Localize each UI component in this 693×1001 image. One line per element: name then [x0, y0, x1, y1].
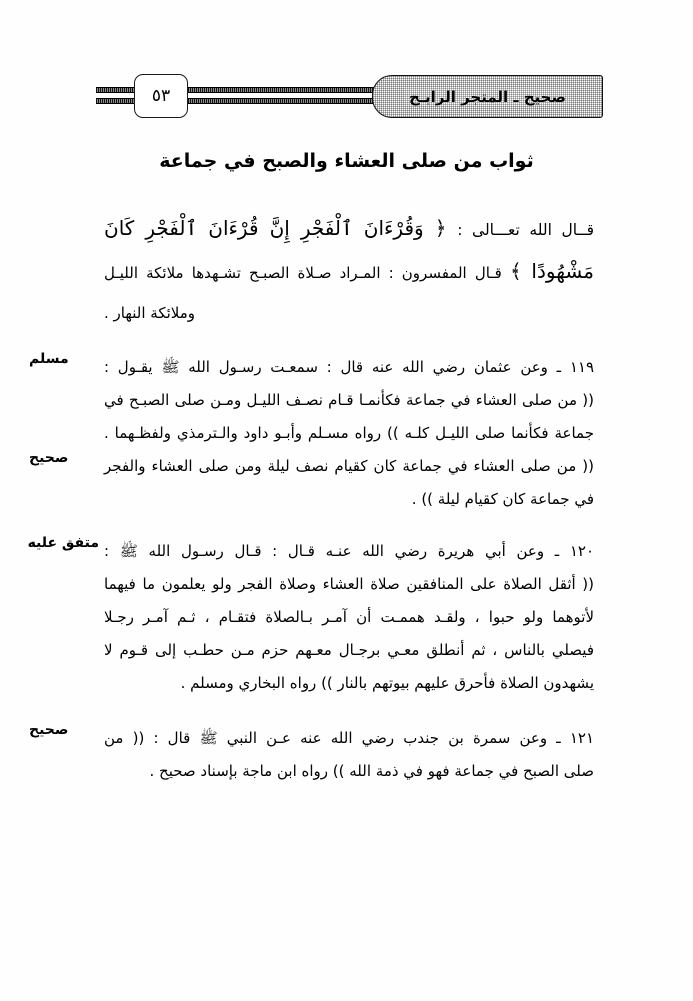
hadith-entry-119 — [29, 351, 594, 516]
hadith-line: ١١٩ ـ وعن عثمان رضي الله عنه قال : سمعـت رسـول الله ﷺ يقـول : — [104, 358, 594, 376]
hadith-grade-label-121: صحيح — [29, 722, 69, 738]
header-title: صحيح ـ المتجر الرابـح — [405, 88, 570, 106]
hadith-line: فيصلي بالناس ، ثم أنطلق معـي برجـال معـهم حزم مـن حطـب إلى قـوم لا — [104, 641, 594, 659]
quran-verse-block — [104, 208, 594, 251]
hadith-line: جماعة فكأنما صلى الليـل كلـه )) رواه مسـلم وأبـو داود والـترمذي ولفظـهما . — [104, 424, 594, 442]
hadith-line: يشهدون الصلاة فأحرق عليهم بيوتهم بالنار )) رواه البخاري ومسلم . — [180, 674, 594, 692]
tafsir-text-1: قـال المفسرون : المـراد صـلاة الصبـح تشـهدها ملائكة الليـل — [104, 264, 502, 282]
hadith-grade-label-119b: صحيح — [29, 450, 69, 466]
page-number-badge — [134, 74, 188, 118]
section-title: ثواب من صلى العشاء والصبح في جماعة — [159, 150, 534, 172]
hadith-line: (( أثقل الصلاة على المنافقين صلاة العشاء وصلاة الفجر ولو يعلمون ما فيهما — [104, 575, 594, 593]
hadith-grade-label-120: متفق عليه — [27, 535, 99, 551]
tafsir-line-2: وملائكة النهار . — [104, 304, 196, 322]
hadith-line: في جماعة كان كقيام ليلة )) . — [411, 490, 594, 508]
hadith-entry-121 — [29, 722, 594, 788]
verse-text-part2: مَشْهُودًا ﴾ — [509, 259, 594, 283]
hadith-line: ١٢١ ـ وعن سمرة بن جندب رضي الله عنه عـن النبي ﷺ قال : (( من — [104, 729, 594, 747]
verse-text-part1: ﴿ وَقُرْءَانَ ٱلْفَجْرِ إِنَّ قُرْءَانَ ٱلْفَجْرِ كَانَ — [104, 216, 447, 240]
hadith-line: ١٢٠ ـ وعن أبي هريرة رضي الله عنـه قـال : قـال رسـول الله ﷺ : — [104, 542, 594, 560]
hadith-entry-120 — [27, 535, 594, 700]
hadith-line: (( من صلى العشاء في جماعة كان كقيام نصف ليلة ومن صلى العشاء والفجر — [104, 457, 594, 475]
hadith-line: صلى الصبح في جماعة فهو في ذمة الله )) رواه ابن ماجة بإسناد صحيح . — [149, 762, 594, 780]
hadith-grade-label-119: مسلم — [29, 351, 69, 367]
hadith-line: (( من صلى العشاء في جماعة فكأنمـا قـام نصـف الليـل ومـن صلى الصبـح في — [104, 391, 594, 409]
page-number: ٥٣ — [151, 86, 171, 106]
header-title-plate — [372, 75, 603, 118]
body-column — [27, 208, 594, 788]
verse-lead-in: قــال الله تعـــالى : — [457, 221, 594, 239]
hadith-line: لأتوهما ولو حبوا ، ولقـد هممـت أن آمـر بـالصلاة فتقـام ، ثـم آمـر رجـلا — [104, 608, 594, 626]
tafsir-line-1 — [104, 251, 594, 293]
page-header — [96, 74, 601, 118]
